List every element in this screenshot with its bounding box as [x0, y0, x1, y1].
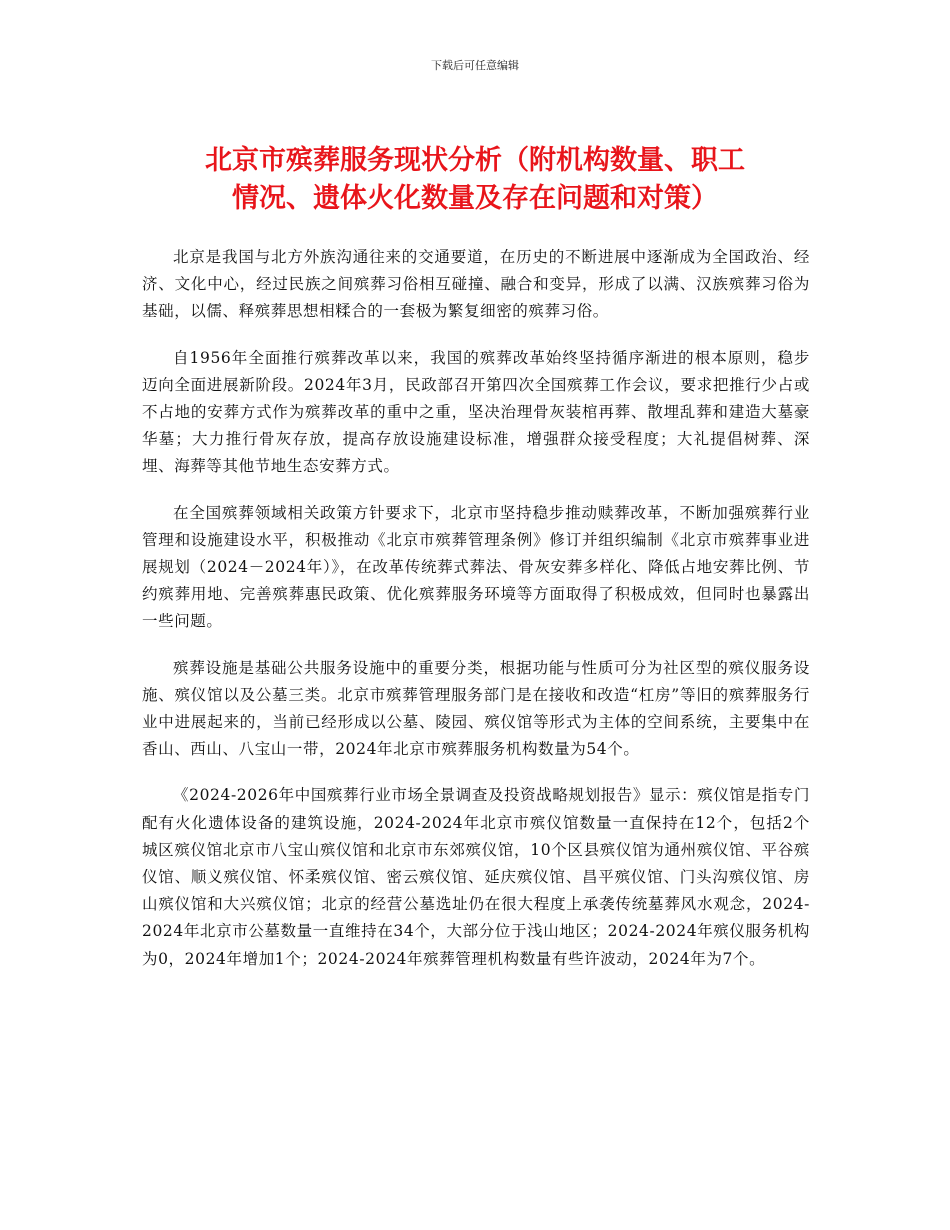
- paragraph-5: 《2024-2026年中国殡葬行业市场全景调查及投资战略规划报告》显示：殡仪馆是指专门配有火化遗体设备的建筑设施，2024-2024年北京市殡仪馆数量一直保持在12个，包括2个城区殡仪馆北京市八宝山殡仪馆和北京市东郊殡仪馆，10个区县殡仪馆为通州殡仪馆、平谷殡仪馆、顺义殡仪馆、怀柔殡仪馆、密云殡仪馆、延庆殡仪馆、昌平殡仪馆、门头沟殡仪馆、房山殡仪馆和大兴殡仪馆；北京的经营公墓选址仍在很大程度上承袭传统墓葬风水观念，2024-2024年北京市公墓数量一直维持在34个，大部分位于浅山地区；2024-2024年殡仪服务机构为0，2024年增加1个；2024-2024年殡葬管理机构数量有些许波动，2024年为7个。: [142, 786, 810, 968]
- document-body: [142, 244, 810, 992]
- document-title: [140, 142, 810, 218]
- paragraph-4: 殡葬设施是基础公共服务设施中的重要分类，根据功能与性质可分为社区型的殡仪服务设施、殡仪馆以及公墓三类。北京市殡葬管理服务部门是在接收和改造“杠房”等旧的殡葬服务行业中进展起来的，当前已经形成以公墓、陵园、殡仪馆等形式为主体的空间系统，主要集中在香山、西山、八宝山一带，2024年北京市殡葬服务机构数量为54个。: [142, 658, 810, 759]
- paragraph-2: 自1956年全面推行殡葬改革以来，我国的殡葬改革始终坚持循序渐进的根本原则，稳步迈向全面进展新阶段。2024年3月，民政部召开第四次全国殡葬工作会议，要求把推行少占或不占地的安葬方式作为殡葬改革的重中之重，坚决治理骨灰装棺再葬、散埋乱葬和建造大墓豪华墓；大力推行骨灰存放，提高存放设施建设标准，增强群众接受程度；大礼提倡树葬、深埋、海葬等其他节地生态安葬方式。: [142, 348, 810, 476]
- paragraph-3: 在全国殡葬领域相关政策方针要求下，北京市坚持稳步推动赎葬改革，不断加强殡葬行业管理和设施建设水平，积极推动《北京市殡葬管理条例》修订并组织编制《北京市殡葬事业进展规划（2024－2024年）》，在改革传统葬式葬法、骨灰安葬多样化、降低占地安葬比例、节约殡葬用地、完善殡葬惠民政策、优化殡葬服务环境等方面取得了积极成效，但同时也暴露出一些问题。: [142, 503, 810, 631]
- title-line-1: 北京市殡葬服务现状分析（附机构数量、职工: [205, 145, 745, 176]
- header-note: 下载后可任意编辑: [431, 59, 519, 72]
- title-line-2: 情况、遗体火化数量及存在问题和对策）: [232, 183, 718, 214]
- paragraph-1: 北京是我国与北方外族沟通往来的交通要道，在历史的不断进展中逐渐成为全国政治、经济、文化中心，经过民族之间殡葬习俗相互碰撞、融合和变异，形成了以满、汉族殡葬习俗为基础，以儒、释殡葬思想相糅合的一套极为繁复细密的殡葬习俗。: [142, 248, 810, 321]
